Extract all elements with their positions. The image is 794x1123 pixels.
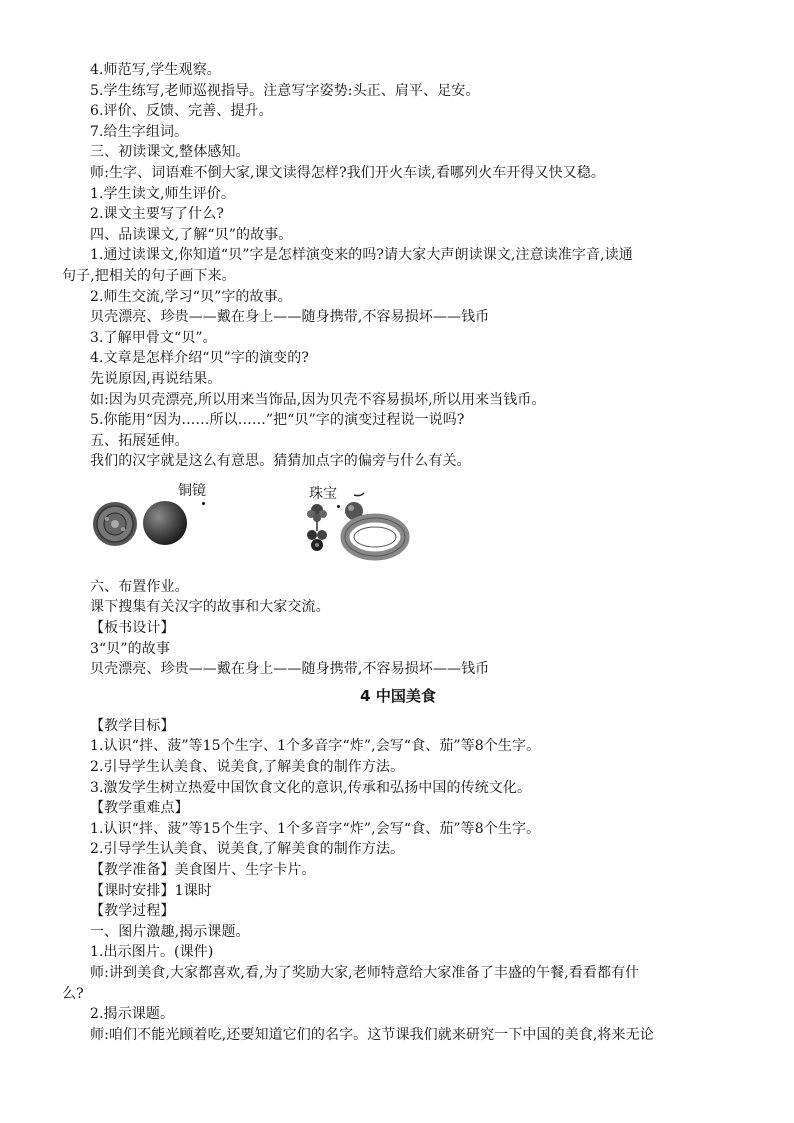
caption-bronze-mirror: 铜镜 — [178, 482, 206, 499]
section-heading: 五、拓展延伸。 — [90, 432, 189, 449]
section-heading: 【板书设计】 — [90, 620, 175, 637]
text-line: 么? — [62, 985, 84, 1002]
section-heading: 【教学目标】 — [90, 717, 175, 734]
text-line: 3“贝”的故事 — [90, 640, 170, 657]
text-line: 2.引导学生认美食、说美食,了解美食的制作方法。 — [90, 759, 405, 776]
section-heading: 【教学重难点】 — [90, 800, 189, 817]
text-line: 我们的汉字就是这么有意思。猜猜加点字的偏旁与什么有关。 — [90, 453, 471, 470]
emphasis-dot — [202, 502, 205, 505]
section-heading: 六、布置作业。 — [90, 578, 189, 595]
text-line: 2.引导学生认美食、说美食,了解美食的制作方法。 — [90, 841, 405, 858]
text-line: 2.师生交流,学习“贝”字的故事。 — [90, 288, 292, 305]
document-content — [62, 60, 734, 1045]
text-line: 【课时安排】1课时 — [90, 882, 212, 899]
bronze-mirror-back-image — [92, 501, 138, 547]
text-line: 6.评价、反馈、完善、提升。 — [90, 103, 273, 120]
text-line: 4.文章是怎样介绍“贝”字的演变的? — [90, 350, 309, 367]
text-line: 课下搜集有关汉字的故事和大家交流。 — [90, 599, 330, 616]
text-line: 5.你能用“因为……所以……”把“贝”字的演变过程说一说吗? — [90, 412, 465, 429]
text-line: 3.激发学生树立热爱中国饮食文化的意识,传承和弘扬中国的传统文化。 — [90, 779, 532, 796]
text-line: 2.课文主要写了什么? — [90, 206, 224, 223]
text-line: 贝壳漂亮、珍贵——戴在身上——随身携带,不容易损坏——钱币 — [90, 661, 490, 678]
text-line: 1.通过读课文,你知道“贝”字是怎样演变来的吗?请大家大声朗读课文,注意读准字音,读通 — [90, 247, 633, 264]
text-line: 师:讲到美食,大家都喜欢,看,为了奖励大家,老师特意给大家准备了丰盛的午餐,看看都有什 — [90, 964, 640, 981]
text-line: 1.学生读文,师生评价。 — [90, 185, 236, 202]
jewelry-bracelet-image — [342, 513, 408, 561]
text-line: 贝壳漂亮、珍贵——戴在身上——随身携带,不容易损坏——钱币 — [90, 309, 490, 326]
bronze-mirror-front-image — [142, 500, 188, 546]
text-line: 1.出示图片。(课件) — [90, 944, 214, 961]
text-line: 【教学准备】美食图片、生字卡片。 — [90, 862, 316, 878]
text-line: 5.学生练写,老师巡视指导。注意写字姿势:头正、肩平、足安。 — [90, 82, 480, 99]
text-line: 4.师范写,学生观察。 — [90, 62, 221, 78]
text-line: 句子,把相关的句子画下来。 — [62, 267, 236, 284]
text-line: 2.揭示课题。 — [90, 1006, 175, 1023]
text-line: 3.了解甲骨文“贝”。 — [90, 329, 217, 346]
radical-illustration — [62, 479, 734, 565]
section-heading: 【教学过程】 — [90, 903, 175, 920]
text-line: 如:因为贝壳漂亮,所以用来当饰品,因为贝壳不容易损坏,所以用来当钱币。 — [90, 391, 546, 408]
caption-jewelry: 珠宝 — [309, 485, 337, 502]
lesson-title: 4 中国美食 — [360, 686, 436, 705]
section-heading: 三、初读课文,整体感知。 — [90, 144, 250, 161]
text-line: 1.认识“拌、菠”等15个生字、1个多音字“炸”,会写“食、茄”等8个生字。 — [90, 820, 541, 837]
section-heading: 四、品读课文,了解“贝”的故事。 — [90, 226, 293, 243]
text-line: 1.认识“拌、菠”等15个生字、1个多音字“炸”,会写“食、茄”等8个生字。 — [90, 738, 541, 755]
text-line: 师:生字、词语难不倒大家,课文读得怎样?我们开火车读,看哪列火车开得又快又稳。 — [90, 164, 606, 181]
jewelry-brooch-image — [302, 501, 332, 557]
text-line: 7.给生字组词。 — [90, 123, 189, 140]
section-heading: 一、图片激趣,揭示课题。 — [90, 923, 250, 940]
text-line: 师:咱们不能光顾着吃,还要知道它们的名字。这节课我们就来研究一下中国的美食,将来无论 — [90, 1026, 654, 1043]
text-line: 先说原因,再说结果。 — [90, 370, 222, 387]
